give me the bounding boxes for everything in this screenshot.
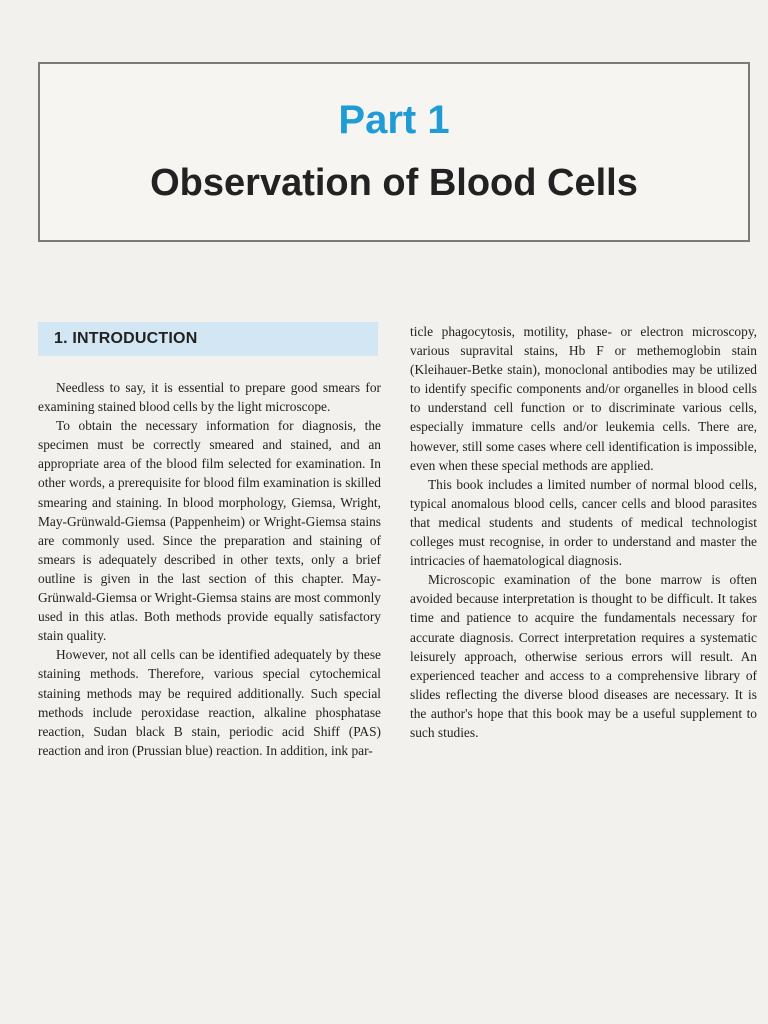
- right-column: [410, 322, 757, 742]
- section-heading-bar: [38, 322, 378, 356]
- paragraph: Needless to say, it is essential to prepare good smears for examining stained blood cells by the light microscope.: [38, 380, 381, 415]
- left-column: [38, 378, 381, 760]
- section-heading: 1. INTRODUCTION: [54, 330, 198, 347]
- paragraph: Microscopic examination of the bone marrow is often avoided because interpretation is thought to be difficult. It takes time and patience to acquire the fundamentals necessary for accurate diagnosis. Correct interpretation requires a systematic leisurely approach, otherwise serious errors will result. An experienced teacher and access to a comprehensive library of slides reflecting the diverse blood diseases are necessary. It is the author's hope that this book may be a useful supplement to such studies.: [410, 572, 757, 740]
- title-box: [38, 62, 750, 242]
- page-title: Observation of Blood Cells: [150, 162, 638, 204]
- paragraph: This book includes a limited number of normal blood cells, typical anomalous blood cells, cancer cells and blood parasites that medical students and students of medical technologist colleges must recognise, in order to understand and master the intricacies of haematological diagnosis.: [410, 476, 757, 569]
- paragraph: However, not all cells can be identified adequately by these staining methods. Therefore, various special cytochemical staining methods may be required additionally. Such special methods include peroxidase reaction, alkaline phosphatase reaction, Sudan black B stain, periodic acid Shiff (PAS) reaction and iron (Prussian blue) reaction. In addition, ink par-: [38, 647, 381, 758]
- paragraph: ticle phagocytosis, motility, phase- or electron microscopy, various supravital stains, Hb F or methemoglobin stain (Kleihauer-Betke stain), monoclonal antibodies may be utilized to identify specific components and/or organelles in blood cells to understand cell function or to discriminate various cells, especially immature cells and/or leukemia cells. There are, however, still some cases where cell identification is impossible, even when these special methods are applied.: [410, 324, 757, 473]
- paragraph: To obtain the necessary information for diagnosis, the specimen must be correctly smeared and stained, and an appropriate area of the blood film selected for examination. In other words, a prerequisite for blood film examination is skilled smearing and staining. In blood morphology, Giemsa, Wright, May-Grünwald-Giemsa (Pappenheim) or Wright-Giemsa stains are commonly used. Since the preparation and staining of smears is adequately described in other texts, only a brief outline is given in the last section of this chapter. May-Grünwald-Giemsa or Wright-Giemsa stains are most commonly used in this atlas. Both methods provide equally satisfactory stain quality.: [38, 418, 381, 644]
- part-number: Part 1: [338, 98, 450, 142]
